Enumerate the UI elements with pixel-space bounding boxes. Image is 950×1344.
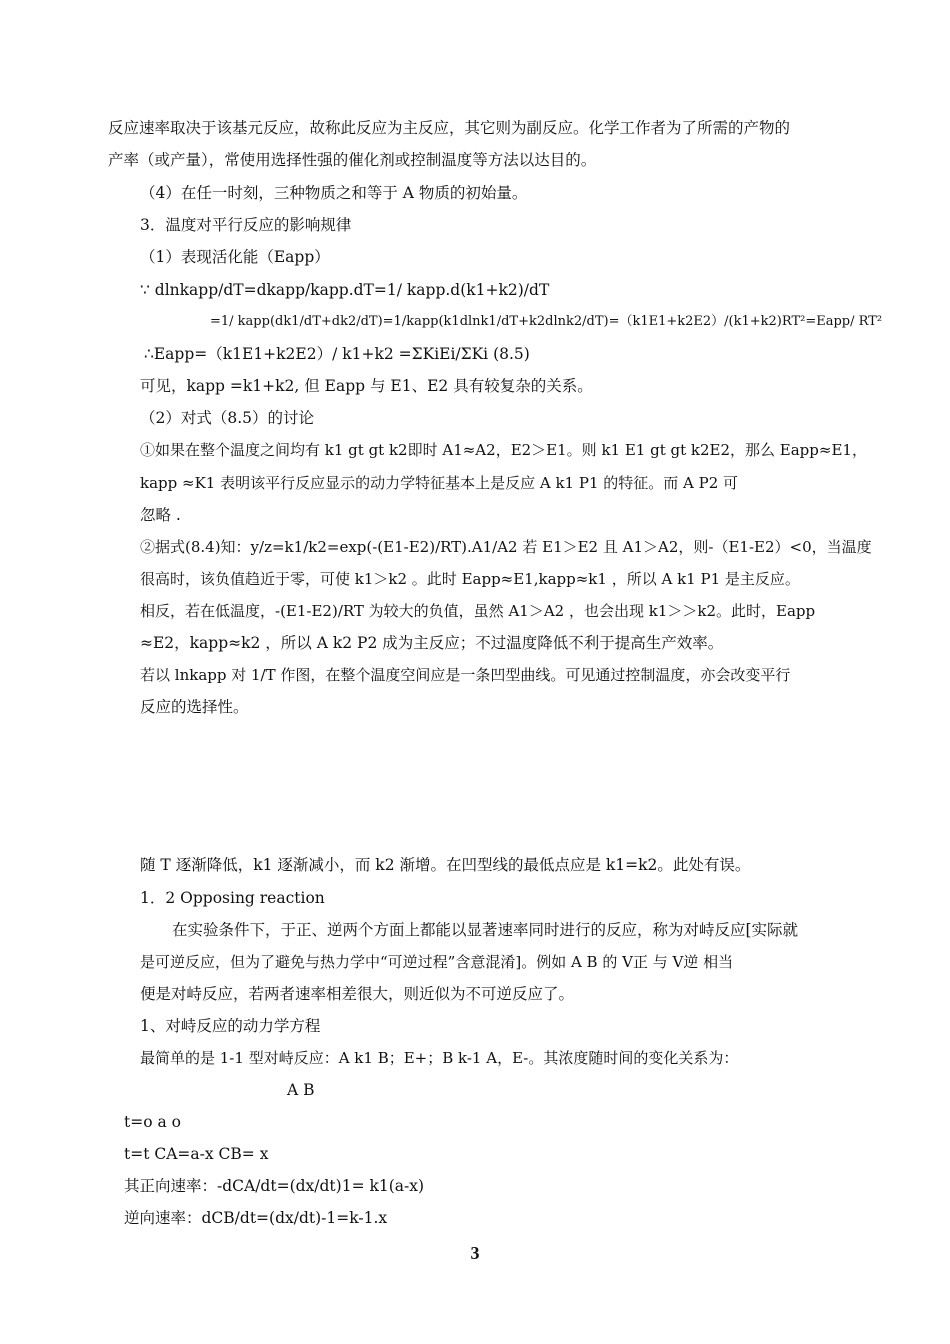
- text-line: 3．温度对平行反应的影响规律: [140, 216, 352, 234]
- text-line: 1、对峙反应的动力学方程: [140, 1017, 321, 1035]
- text-line: 在实验条件下，于正、逆两个方面上都能以显著速率同时进行的反应，称为对峙反应[实际就: [172, 921, 799, 939]
- text-line: 产率（或产量），常使用选择性强的催化剂或控制温度等方法以达目的。: [108, 151, 597, 169]
- table-row: t=t CA=a-x CB= x: [124, 1145, 269, 1163]
- text-line: 便是对峙反应，若两者速率相差很大，则近似为不可逆反应了。: [140, 985, 575, 1003]
- text-line: 其正向速率：-dCA/dt=(dx/dt)1= k1(a-x): [124, 1177, 425, 1195]
- table-row: t=o a o: [124, 1113, 181, 1131]
- section-heading: 1．2 Opposing reaction: [140, 889, 325, 907]
- text-line: （1）表现活化能（Eapp）: [140, 248, 330, 266]
- text-line: 逆向速率：dCB/dt=(dx/dt)-1=k-1.x: [124, 1209, 388, 1227]
- text-line: 相反，若在低温度，-(E1-E2)/RT 为较大的负值，虽然 A1＞A2 ，也会出现 k1＞＞k2。此时，Eapp: [140, 602, 816, 620]
- equation-line: ∵ dlnkapp/dT=dkapp/kapp.dT=1/ kapp.d(k1+k2)/dT: [140, 281, 550, 299]
- text-line: 若以 lnkapp 对 1/T 作图，在整个温度空间应是一条凹型曲线。可见通过控制温度，亦会改变平行: [140, 666, 791, 684]
- text-line: 可见，kapp =k1+k2, 但 Eapp 与 E1、E2 具有较复杂的关系。: [140, 377, 593, 395]
- text-line: （4）在任一时刻，三种物质之和等于 A 物质的初始量。: [140, 184, 528, 202]
- equation-line: =1/ kapp(dk1/dT+dk2/dT)=1/kapp(k1dlnk1/dT+k2dlnk2/dT)=（k1E1+k2E2）/(k1+k2)RT²=Eapp/ RT²: [210, 314, 883, 329]
- text-line: 是可逆反应，但为了避免与热力学中“可逆过程”含意混淆]。例如 A B 的 V正 与 V逆 相当: [140, 953, 734, 971]
- text-line: ②据式(8.4)知：y/z=k1/k2=exp(-(E1-E2)/RT).A1/A2 若 E1＞E2 且 A1＞A2，则-（E1-E2）<0，当温度: [140, 538, 872, 556]
- equation-line: ∴Eapp=（k1E1+k2E2）/ k1+k2 =ΣKiEi/ΣKi (8.5): [144, 345, 530, 363]
- page-number: 3: [470, 1243, 480, 1263]
- text-line: 随 T 逐渐降低，k1 逐渐减小，而 k2 渐增。在凹型线的最低点应是 k1=k2。此处有误。: [140, 856, 751, 874]
- text-line: ≈E2，kapp≈k2 ，所以 A k2 P2 成为主反应；不过温度降低不利于提高生产效率。: [140, 634, 724, 652]
- text-line: 忽略 .: [140, 506, 181, 524]
- text-line: 很高时，该负值趋近于零，可使 k1＞k2 。此时 Eapp≈E1,kapp≈k1 ，所以 A k1 P1 是主反应。: [140, 570, 800, 588]
- text-line: （2）对式（8.5）的讨论: [140, 409, 315, 427]
- text-line: 最简单的是 1-1 型对峙反应：A k1 B；E+；B k-1 A，E-。其浓度随时间的变化关系为：: [140, 1049, 739, 1067]
- text-line: kapp ≈K1 表明该平行反应显示的动力学特征基本上是反应 A k1 P1 的特征。而 A P2 可: [140, 474, 739, 492]
- text-line: 反应速率取决于该基元反应，故称此反应为主反应，其它则为副反应。化学工作者为了所需的产物的: [108, 119, 791, 137]
- table-header: A B: [287, 1081, 315, 1099]
- text-line: ①如果在整个温度之间均有 k1 gt gt k2即时 A1≈A2，E2＞E1。则 k1 E1 gt gt k2E2，那么 Eapp≈E1，: [140, 441, 867, 459]
- text-line: 反应的选择性。: [140, 698, 249, 716]
